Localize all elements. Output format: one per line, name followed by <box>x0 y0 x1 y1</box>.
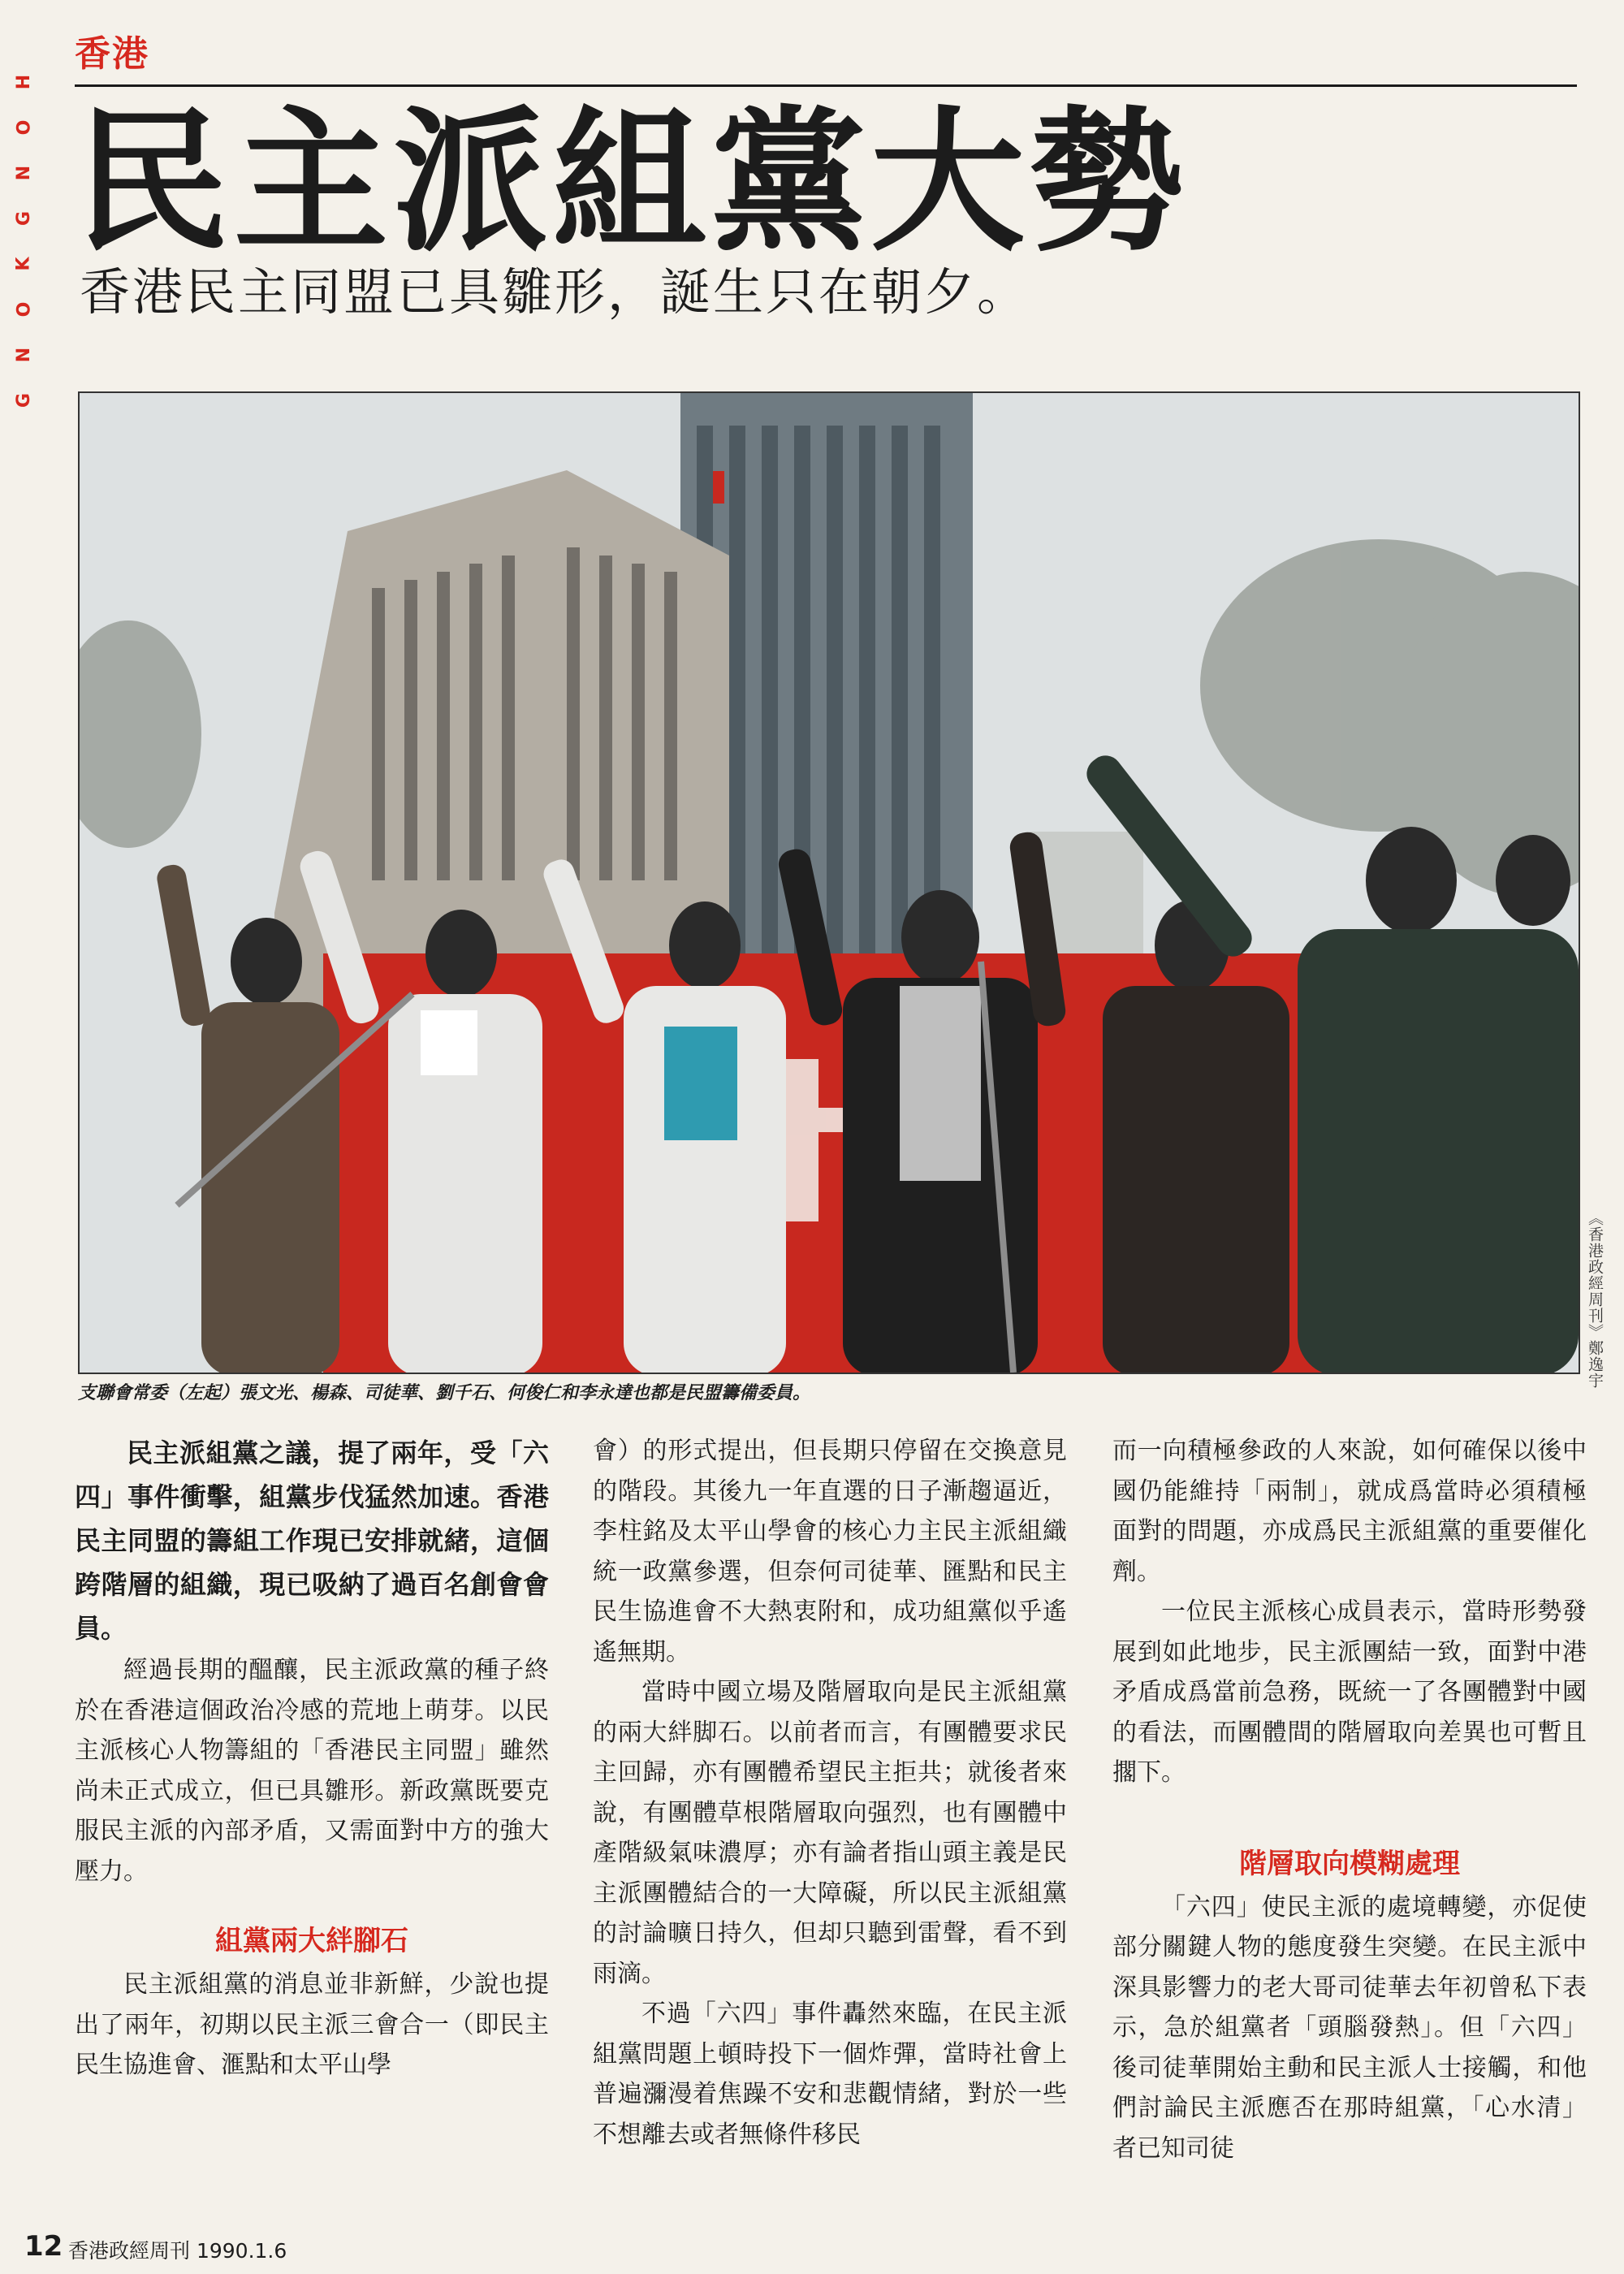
publication-footer: 香港政經周刊 1990.1.6 <box>68 2239 287 2263</box>
section-subtitle: 組黨兩大絆腳石 <box>215 1925 408 1957</box>
side-letter: G <box>14 392 34 409</box>
side-letter: K <box>14 257 34 271</box>
side-letter: O <box>13 301 34 318</box>
paragraph: 一位民主派核心成員表示，當時形勢發展到如此地步，民主派團結一致，面對中港矛盾成爲當前急務，既統一了各團體對中國的看法，而團體間的階層取向差異也可暫且擱下。 <box>1112 1597 1587 1787</box>
side-label <box>8 73 41 409</box>
paragraph: 不過「六四」事件轟然來臨，在民主派組黨問題上頓時投下一個炸彈，當時社會上普遍瀰漫着焦躁不安和悲觀情緒，對於一些不想離去或者無條件移民 <box>593 1999 1067 2149</box>
side-letter: O <box>13 119 34 136</box>
paragraph: 會）的形式提出，但長期只停留在交換意見的階段。其後九一年直選的日子漸趨逼近，李柱銘及太平山學會的核心力主民主派組織統一政黨參選，但奈何司徒華、匯點和民主民生協進會不大熱衷附和，成功組黨似乎遙遙無期。 <box>593 1437 1067 1667</box>
article-column-1 <box>75 1431 549 2086</box>
side-letter: N <box>13 165 34 181</box>
paragraph: 經過長期的醞釀，民主派政黨的種子終於在香港這個政治冷感的荒地上萌芽。以民主派核心人物籌組的「香港民主同盟」雖然尚未正式成立，但已具雛形。新政黨既要克服民主派的內部矛盾，又需面對中方的強大壓力。 <box>75 1656 549 1886</box>
headline: 民主派組黨大勢 <box>75 93 1190 272</box>
side-letter: H <box>13 74 34 90</box>
top-rule <box>75 84 1577 87</box>
section-tag: 香港 <box>75 33 149 75</box>
lead-paragraph: 民主派組黨之議，提了兩年，受「六四」事件衝擊，組黨步伐猛然加速。香港民主同盟的籌組工作現已安排就緒，這個跨階層的組織，現已吸納了過百名創會會員。 <box>75 1437 549 1644</box>
paragraph: 而一向積極參政的人來說，如何確保以後中國仍能維持「兩制」，就成爲當時必須積極面對的問題，亦成爲民主派組黨的重要催化劑。 <box>1112 1437 1587 1586</box>
side-letter: N <box>13 347 34 363</box>
subheadline: 香港民主同盟已具雛形，誕生只在朝夕。 <box>80 262 1030 322</box>
photo-caption: 支聯會常委（左起）張文光、楊森、司徒華、劉千石、何俊仁和李永達也都是民盟籌備委員。 <box>78 1383 811 1403</box>
article-column-3 <box>1112 1431 1587 2168</box>
news-photo <box>78 391 1580 1374</box>
photo-illustration <box>80 393 1579 1373</box>
photo-credit: 《香港政經周刊》鄭逸宇 <box>1586 1210 1604 1389</box>
paragraph: 「六四」使民主派的處境轉變，亦促使部分關鍵人物的態度發生突變。在民主派中深具影響力的老大哥司徒華去年初曾私下表示，急於組黨者「頭腦發熱」。但「六四」後司徒華開始主動和民主派人士接觸，和他們討論民主派應否在那時組黨，「心水清」者已知司徒 <box>1112 1892 1587 2163</box>
side-letter: G <box>14 210 34 227</box>
paragraph: 民主派組黨的消息並非新鮮，少說也提出了兩年，初期以民主派三會合一（即民主民生協進會、滙點和太平山學 <box>75 1970 549 2079</box>
page-number: 12 <box>24 2230 63 2263</box>
article-column-2 <box>593 1431 1067 2155</box>
section-subtitle: 階層取向模糊處理 <box>1239 1847 1460 1880</box>
paragraph: 當時中國立場及階層取向是民主派組黨的兩大絆脚石。以前者而言，有團體要求民主回歸，亦有團體希望民主拒共；就後者來說，有團體草根階層取向强烈，也有團體中產階級氣味濃厚；亦有論者指山頭主義是民主派團體結合的一大障礙，所以民主派組黨的討論曠日持久，但却只聽到雷聲，看不到雨滴。 <box>593 1678 1067 1988</box>
